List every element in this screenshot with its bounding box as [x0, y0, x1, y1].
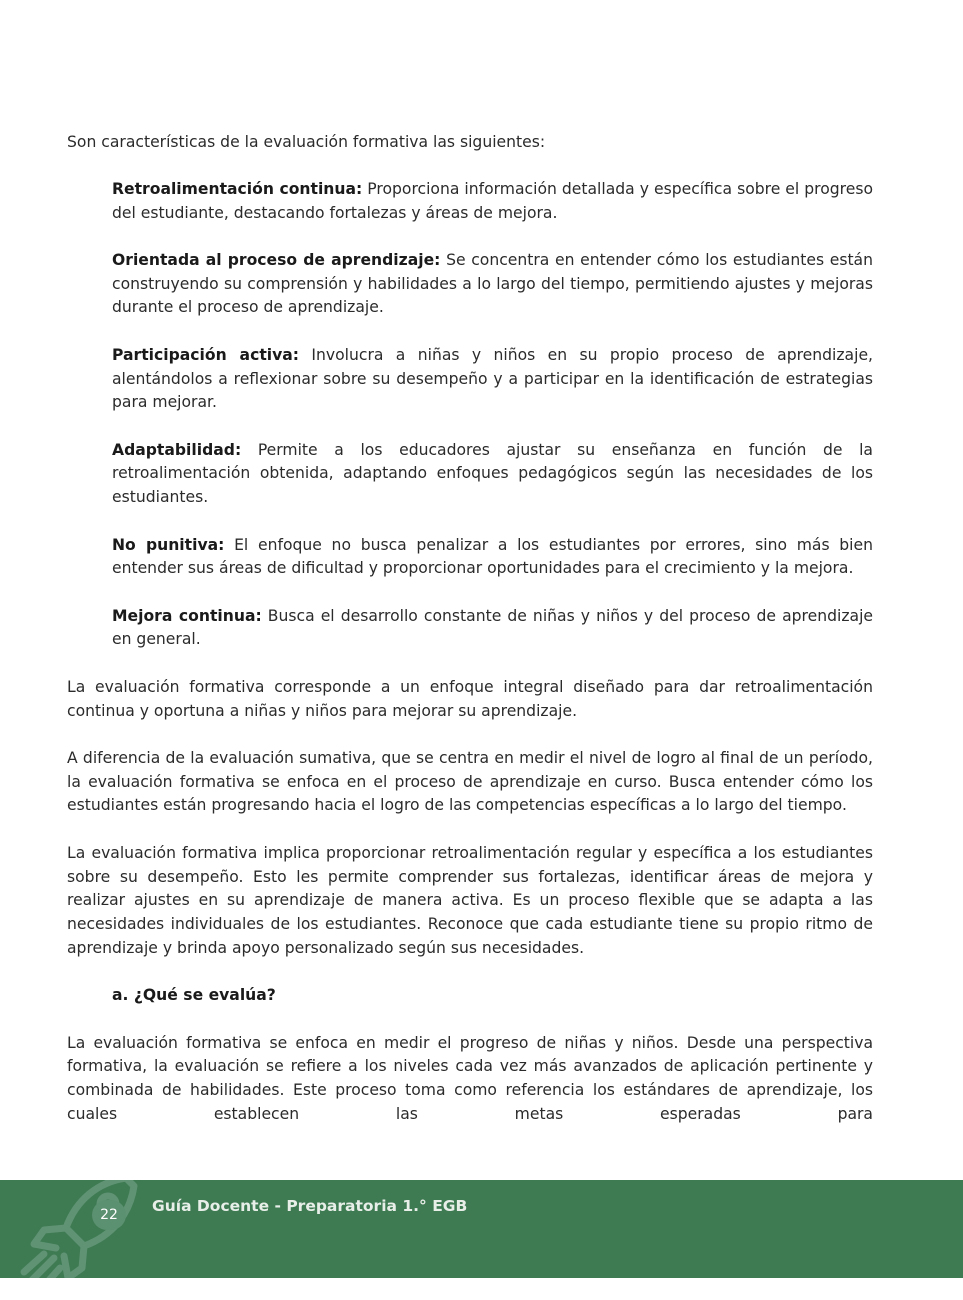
body-paragraph: La evaluación formativa implica proporcionar retroalimentación regular y específica a los estudiantes sobre su desempeño. Esto les permite comprender sus fortalezas, identificar áreas de mejora y realizar ajustes en su aprendizaje de manera activa. Es un proceso flexible que se adapta a las necesidades individuales de los estudiantes. Reconoce que cada estudiante tiene su propio ritmo de aprendizaje y brinda apoyo personalizado según sus necesidades. — [67, 843, 873, 957]
feature-item-orientada — [112, 249, 873, 320]
feature-description: Involucra a niñas y niños en su propio proceso de aprendizaje, alentándolos a reflexionar sobre su desempeño y a participar en la identificación de estrategias para mejorar. — [112, 345, 873, 412]
feature-term: Participación activa: — [112, 345, 300, 364]
feature-term: Retroalimentación continua: — [112, 179, 363, 198]
section-heading: a. ¿Qué se evalúa? — [112, 986, 276, 1005]
page-number: 22 — [92, 1200, 126, 1230]
page-content — [67, 131, 873, 1127]
feature-item-adaptabilidad — [112, 439, 873, 510]
feature-description: El enfoque no busca penalizar a los estudiantes por errores, sino más bien entender sus áreas de dificultad y proporcionar oportunidades para el crecimiento y la mejora. — [112, 535, 873, 578]
feature-description: Proporciona información detallada y específica sobre el progreso del estudiante, destacando fortalezas y áreas de mejora. — [112, 179, 873, 222]
rocket-icon — [14, 1180, 144, 1278]
feature-item-no-punitiva — [112, 534, 873, 582]
feature-item-mejora — [112, 605, 873, 653]
page-footer — [0, 1180, 963, 1278]
feature-item-participacion — [112, 344, 873, 415]
feature-description: Permite a los educadores ajustar su enseñanza en función de la retroalimentación obtenida, adaptando enfoques pedagógicos según las necesidades de los estudiantes. — [112, 440, 873, 507]
feature-term: Orientada al proceso de aprendizaje: — [112, 250, 441, 269]
feature-term: Mejora continua: — [112, 606, 262, 625]
footer-title: Guía Docente - Preparatoria 1.° EGB — [152, 1197, 468, 1215]
feature-description: Se concentra en entender cómo los estudiantes están construyendo su comprensión y habilidades a lo largo del tiempo, permitiendo ajustes y mejoras durante el proceso de aprendizaje. — [112, 250, 873, 317]
body-paragraph: A diferencia de la evaluación sumativa, que se centra en medir el nivel de logro al final de un período, la evaluación formativa se enfoca en el proceso de aprendizaje en curso. Busca entender cómo los estudiantes están progresando hacia el logro de las competencias específicas a lo largo del tiempo. — [67, 748, 873, 815]
body-paragraph: La evaluación formativa corresponde a un enfoque integral diseñado para dar retroalimentación continua y oportuna a niñas y niños para mejorar su aprendizaje. — [67, 677, 873, 720]
feature-term: No punitiva: — [112, 535, 225, 554]
intro-text: Son características de la evaluación formativa las siguientes: — [67, 133, 546, 151]
feature-description: Busca el desarrollo constante de niñas y niños y del proceso de aprendizaje en general. — [112, 606, 873, 649]
feature-term: Adaptabilidad: — [112, 440, 242, 459]
feature-item-retroalimentacion — [112, 178, 873, 226]
closing-paragraph: La evaluación formativa se enfoca en medir el progreso de niñas y niños. Desde una perspectiva formativa, la evaluación se refiere a los niveles cada vez más avanzados de aplicación pertinente y combinada de habilidades. Este proceso toma como referencia los estándares de aprendizaje, los cuales establecen las metas esperadas para — [67, 1033, 873, 1123]
